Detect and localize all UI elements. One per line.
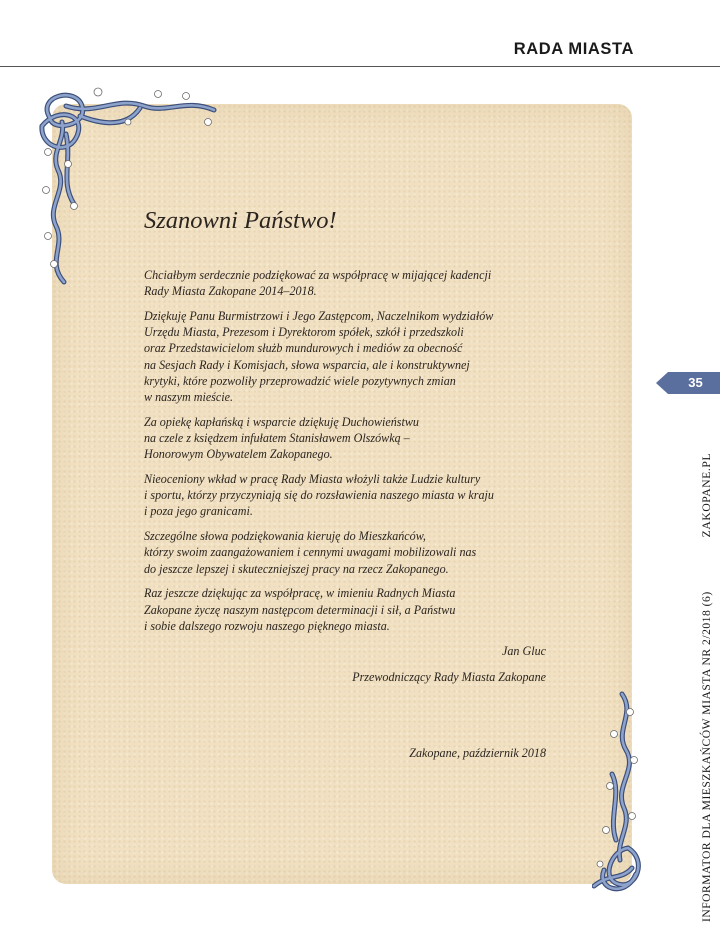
text-line: Honorowym Obywatelem Zakopanego. xyxy=(144,447,333,462)
letter-paragraph xyxy=(144,414,546,463)
text-line: na Sesjach Rady i Komisjach, słowa wsparcia, ale i konstruktywnej xyxy=(144,357,470,372)
text-line: krytyki, które pozwoliły przeprowadzić wiele pozytywnych zmian xyxy=(144,373,456,388)
page-header xyxy=(0,0,720,68)
text-line: Za opiekę kapłańską i wsparcie dziękuję Duchowieństwu xyxy=(144,414,419,429)
text-line: Raz jeszcze dziękując za współpracę, w imieniu Radnych Miasta xyxy=(144,586,456,601)
text-line: i poza jego granicami. xyxy=(144,504,253,519)
text-line: Szczególne słowa podziękowania kieruję do Mieszkańców, xyxy=(144,529,426,544)
website-link[interactable]: ZAKOPANE.PL xyxy=(700,452,713,538)
page-number: 35 xyxy=(688,375,703,390)
letter-paragraph xyxy=(144,267,546,299)
letter-body xyxy=(144,206,546,761)
letter-salutation: Szanowni Państwo! xyxy=(144,207,337,234)
text-line: którzy swoim zaangażowaniem i cennymi uwagami mobilizowali nas xyxy=(144,545,477,560)
text-line: Dziękuję Panu Burmistrzowi i Jego Zastępcom, Naczelnikom wydziałów xyxy=(144,309,494,323)
text-line: Zakopane życzę naszym następcom determinacji i sił, a Państwu xyxy=(144,602,456,617)
text-line: Chciałbym serdecznie podziękować za współpracę w mijającej kadencji xyxy=(144,268,492,282)
text-line: i sobie dalszego rozwoju naszego pięknego miasta. xyxy=(144,618,390,633)
letter-paragraph xyxy=(144,528,546,577)
text-line: do jeszcze lepszej i skuteczniejszej pracy na rzecz Zakopanego. xyxy=(144,561,449,576)
text-line: w naszym mieście. xyxy=(144,390,234,405)
text-line: i sportu, którzy przyczyniają się do rozsławienia naszego miasta w kraju xyxy=(144,488,494,503)
corner-ornament-bottom-right xyxy=(592,690,648,900)
signature-role: Przewodniczący Rady Miasta Zakopane xyxy=(352,669,546,684)
text-line: na czele z księdzem infułatem Stanisławem Olszówką – xyxy=(144,431,410,446)
vertical-sidebar-text xyxy=(700,453,713,922)
text-line: Urzędu Miasta, Prezesom i Dyrektorom spółek, szkół i przedszkoli xyxy=(144,325,464,340)
publication-name: INFORMATOR DLA MIESZKAŃCÓW MIASTA NR 2/2018 (6) xyxy=(700,591,713,922)
text-line: Rady Miasta Zakopane 2014–2018. xyxy=(144,284,317,299)
letter-paragraph xyxy=(144,471,546,520)
text-line: Nieoceniony wkład w pracę Rady Miasta włożyli także Ludzie kultury xyxy=(144,472,481,487)
header-rule xyxy=(0,66,720,67)
place-date: Zakopane, październik 2018 xyxy=(409,746,546,761)
letter-paragraph xyxy=(144,585,546,634)
text-line: oraz Przedstawicielom służb mundurowych i mediów za obecność xyxy=(144,341,463,356)
signature-name: Jan Gluc xyxy=(502,643,546,658)
letter-paragraph xyxy=(144,308,546,405)
section-title: RADA MIASTA xyxy=(513,40,634,58)
